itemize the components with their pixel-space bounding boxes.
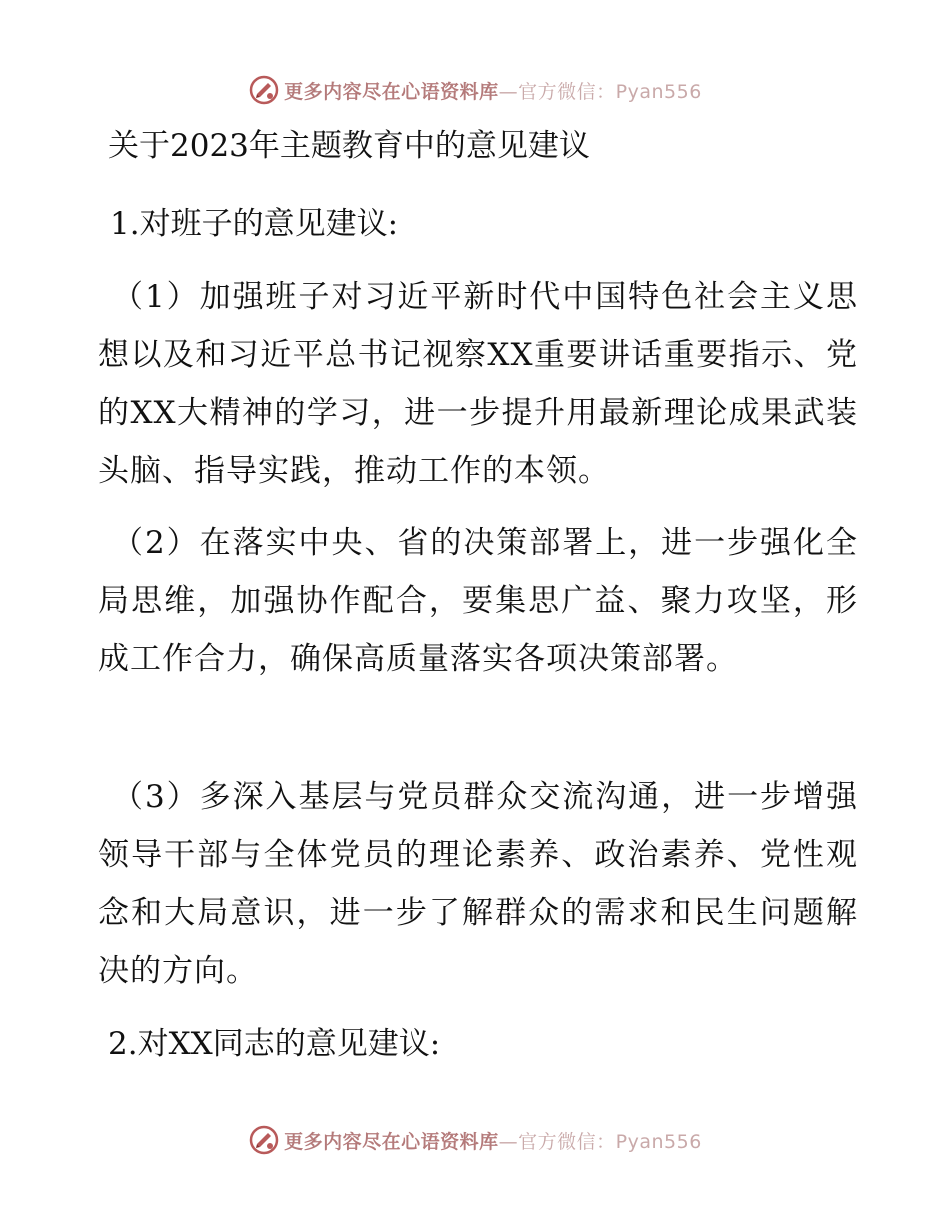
red-seal-logo-icon [248,1124,280,1156]
paragraph-item-2: （2）在落实中央、省的决策部署上，进一步强化全局思维，加强协作配合，要集思广益、聚力攻坚，形成工作合力，确保高质量落实各项决策部署。 [98,525,858,677]
section-heading-2: 2.对XX同志的意见建议: [108,1026,441,1062]
paragraph-item-3: （3）多深入基层与党员群众交流沟通，进一步增强领导干部与全体党员的理论素养、政治素养、党性观念和大局意识，进一步了解群众的需求和民生问题解决的方向。 [98,779,858,989]
section-heading-1: 1.对班子的意见建议: [110,206,399,242]
watermark-text: 更多内容尽在心语资料库—官方微信：Pyan556 [284,80,702,103]
red-seal-logo-icon [248,74,280,106]
watermark-header [0,70,950,110]
paragraph-item-1: （1）加强班子对习近平新时代中国特色社会主义思想以及和习近平总书记视察XX重要讲话重要指示、党的XX大精神的学习，进一步提升用最新理论成果武装头脑、指导实践，推动工作的本领。 [98,279,858,489]
document-title: 关于2023年主题教育中的意见建议 [108,128,590,164]
watermark-footer [0,1120,950,1160]
watermark-text: 更多内容尽在心语资料库—官方微信：Pyan556 [284,1130,702,1153]
